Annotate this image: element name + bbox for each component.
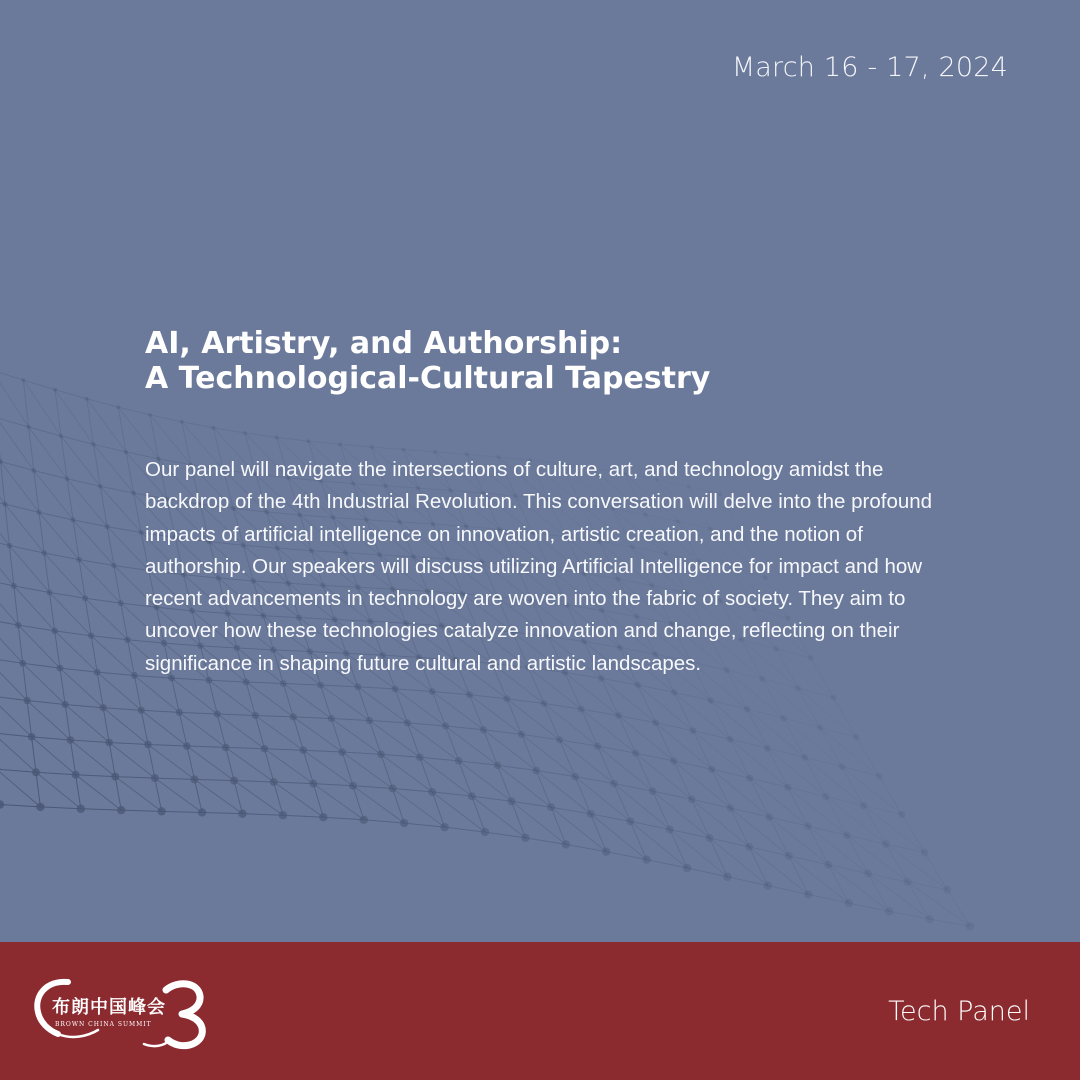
mesh-node: [671, 689, 677, 695]
mesh-node: [190, 775, 198, 783]
mesh-node: [70, 517, 75, 522]
mesh-node: [824, 861, 832, 869]
mesh-node: [562, 840, 570, 848]
mesh-node: [183, 742, 191, 750]
mesh-node: [943, 886, 951, 894]
mesh-node: [898, 811, 905, 818]
mesh-node: [46, 589, 52, 595]
mesh-node: [151, 774, 159, 782]
mesh-node: [82, 595, 88, 601]
mesh-node: [65, 476, 70, 481]
mesh-node: [727, 804, 735, 812]
mesh-node: [41, 550, 47, 556]
mesh-node: [124, 450, 128, 454]
mesh-node: [428, 788, 436, 796]
mesh-node: [780, 715, 786, 721]
mesh-node: [785, 852, 793, 860]
mesh-node: [360, 816, 368, 824]
mesh-node: [400, 819, 408, 827]
brown-china-summit-logo: [28, 974, 208, 1054]
mesh-node: [765, 813, 773, 821]
mesh-node: [211, 426, 215, 430]
mesh-node: [138, 707, 145, 714]
mesh-node: [652, 719, 659, 726]
mesh-node: [882, 840, 890, 848]
mesh-node: [745, 843, 753, 851]
mesh-node: [377, 751, 385, 759]
mesh-node: [11, 583, 17, 589]
mesh-node: [921, 849, 929, 857]
mesh-node: [117, 806, 125, 814]
mesh-node: [503, 695, 510, 702]
mesh-node: [838, 763, 845, 770]
panel-description: Our panel will navigate the intersections of culture, art, and technology amidst the backdrop of the 4th Industrial Revolution. This conversation will delve into the profound impacts of artificial intelligence on innovation, artistic creation, and the notion of authorship. Our speakers will discuss utilizing Artificial Intelligence for impact and how recent advancements in technology are woven into the fabric of society. They aim to uncover how these technologies catalyze innovation and change, reflecting on their significance in shaping future cultural and artistic landscapes.: [145, 458, 933, 675]
mesh-node: [24, 697, 31, 704]
mesh-node: [494, 761, 502, 769]
mesh-node: [521, 834, 529, 842]
mesh-node: [214, 710, 221, 717]
mesh-node: [111, 563, 117, 569]
mesh-node: [635, 682, 641, 688]
mesh-node: [306, 439, 310, 443]
mesh-node: [649, 787, 657, 795]
mesh-node: [51, 628, 57, 634]
panel-title-line-1: AI, Artistry, and Authorship:: [145, 326, 623, 361]
mesh-node: [744, 706, 750, 712]
mesh-node: [349, 782, 357, 790]
mesh-node: [32, 768, 40, 776]
mesh-node: [275, 435, 279, 439]
mesh-node: [804, 822, 812, 830]
mesh-node: [19, 660, 26, 667]
mesh-node: [370, 445, 374, 449]
mesh-node: [354, 683, 361, 690]
mesh-node: [518, 731, 525, 738]
mesh-node: [429, 688, 436, 695]
mesh-node: [853, 734, 859, 740]
mesh-node: [690, 727, 697, 734]
panel-title-line-2: A Technological-Cultural Tapestry: [145, 361, 711, 396]
mesh-node: [578, 706, 585, 713]
mesh-node: [98, 484, 103, 489]
mesh-node: [59, 434, 63, 438]
mesh-node: [57, 665, 64, 672]
mesh-node: [666, 825, 674, 833]
mesh-node: [309, 780, 317, 788]
mesh-node: [587, 810, 595, 818]
mesh-node: [131, 672, 138, 679]
mesh-node: [547, 803, 555, 811]
mesh-node: [26, 425, 30, 429]
mesh-node: [817, 724, 823, 730]
mesh-node: [157, 807, 165, 815]
mesh-node: [864, 870, 872, 878]
mesh-node: [280, 680, 287, 687]
mesh-node: [670, 757, 677, 764]
footer-bar: [0, 942, 1080, 1080]
mesh-node: [366, 717, 373, 724]
mesh-node: [28, 733, 36, 741]
mesh-node: [610, 780, 618, 788]
mesh-node: [180, 420, 184, 424]
mesh-node: [94, 669, 101, 676]
mesh-node: [401, 447, 405, 451]
mesh-node: [338, 442, 342, 446]
mesh-node: [642, 855, 650, 863]
mesh-node: [404, 719, 411, 726]
logo-english-text: BROWN CHINA SUMMIT: [55, 1021, 152, 1028]
mesh-node: [72, 771, 80, 779]
mesh-node: [845, 899, 853, 907]
mesh-node: [15, 622, 21, 628]
mesh-node: [7, 543, 13, 549]
mesh-node: [67, 736, 75, 744]
mesh-node: [481, 828, 489, 836]
mesh-node: [571, 773, 579, 781]
mesh-node: [541, 700, 548, 707]
event-date: March 16 - 17, 2024: [731, 52, 1008, 83]
mesh-node: [442, 722, 449, 729]
mesh-node: [36, 510, 41, 515]
mesh-node: [53, 388, 57, 392]
mesh-node: [36, 803, 44, 811]
mesh-node: [279, 811, 287, 819]
mesh-node: [88, 633, 94, 639]
mesh-node: [615, 712, 622, 719]
mesh-node: [85, 397, 89, 401]
mesh-node: [317, 682, 324, 689]
mesh-node: [222, 744, 230, 752]
mesh-node: [111, 773, 119, 781]
mesh-node: [688, 796, 696, 804]
mesh-node: [455, 757, 463, 765]
panel-type-label: Tech Panel: [888, 996, 1030, 1027]
mesh-node: [118, 600, 124, 606]
mesh-node: [532, 767, 540, 775]
mesh-node: [148, 413, 152, 417]
logo-chinese-text: 布朗中国峰会: [52, 997, 166, 1018]
mesh-node: [392, 686, 399, 693]
mesh-node: [238, 809, 246, 817]
mesh-node: [243, 431, 247, 435]
mesh-node: [925, 915, 933, 923]
mesh-node: [723, 873, 731, 881]
mesh-node: [468, 792, 476, 800]
mesh-node: [784, 784, 791, 791]
mesh-node: [176, 709, 183, 716]
mesh-node: [62, 701, 69, 708]
mesh-node: [300, 746, 308, 754]
mesh-node: [230, 777, 238, 785]
mesh-node: [556, 736, 563, 743]
mesh-node: [795, 685, 801, 691]
mesh-node: [801, 754, 808, 761]
mesh-node: [876, 773, 883, 780]
mesh-node: [389, 784, 397, 792]
mesh-node: [139, 530, 144, 535]
mesh-node: [21, 378, 25, 382]
mesh-node: [594, 742, 601, 749]
mesh-node: [319, 813, 327, 821]
mesh-node: [804, 890, 812, 898]
mesh-node: [440, 823, 448, 831]
mesh-node: [626, 817, 634, 825]
mesh-node: [76, 557, 82, 563]
mesh-node: [466, 691, 473, 698]
mesh-node: [416, 753, 424, 761]
mesh-node: [822, 793, 829, 800]
mesh-node: [843, 831, 851, 839]
mesh-node: [904, 878, 912, 886]
mesh-node: [0, 459, 3, 464]
mesh-node: [338, 748, 346, 756]
mesh-node: [2, 502, 7, 507]
panel-title: [145, 326, 945, 396]
mesh-node: [507, 797, 515, 805]
mesh-node: [116, 405, 120, 409]
mesh-node: [290, 713, 297, 720]
mesh-node: [707, 697, 713, 703]
mesh-node: [0, 800, 4, 808]
mesh-node: [131, 491, 136, 496]
mesh-node: [198, 808, 206, 816]
mesh-node: [764, 881, 772, 889]
mesh-node: [124, 637, 130, 643]
mesh-node: [270, 778, 278, 786]
mesh-node: [632, 750, 639, 757]
mesh-node: [602, 847, 610, 855]
mesh-node: [727, 736, 734, 743]
mesh-node: [860, 802, 867, 809]
mesh-node: [105, 739, 113, 747]
mesh-node: [706, 834, 714, 842]
mesh-node: [91, 442, 95, 446]
mesh-node: [746, 775, 753, 782]
mesh-node: [764, 745, 771, 752]
mesh-node: [31, 468, 36, 473]
mesh-node: [77, 805, 85, 813]
mesh-node: [831, 695, 837, 701]
mesh-node: [105, 524, 110, 529]
mesh-node: [966, 922, 974, 930]
mesh-node: [261, 745, 269, 753]
mesh-node: [252, 712, 259, 719]
mesh-node: [328, 715, 335, 722]
mesh-node: [480, 726, 487, 733]
mesh-node: [100, 704, 107, 711]
mesh-node: [885, 907, 893, 915]
mesh-node: [144, 741, 152, 749]
mesh-node: [683, 864, 691, 872]
mesh-node: [708, 766, 715, 773]
